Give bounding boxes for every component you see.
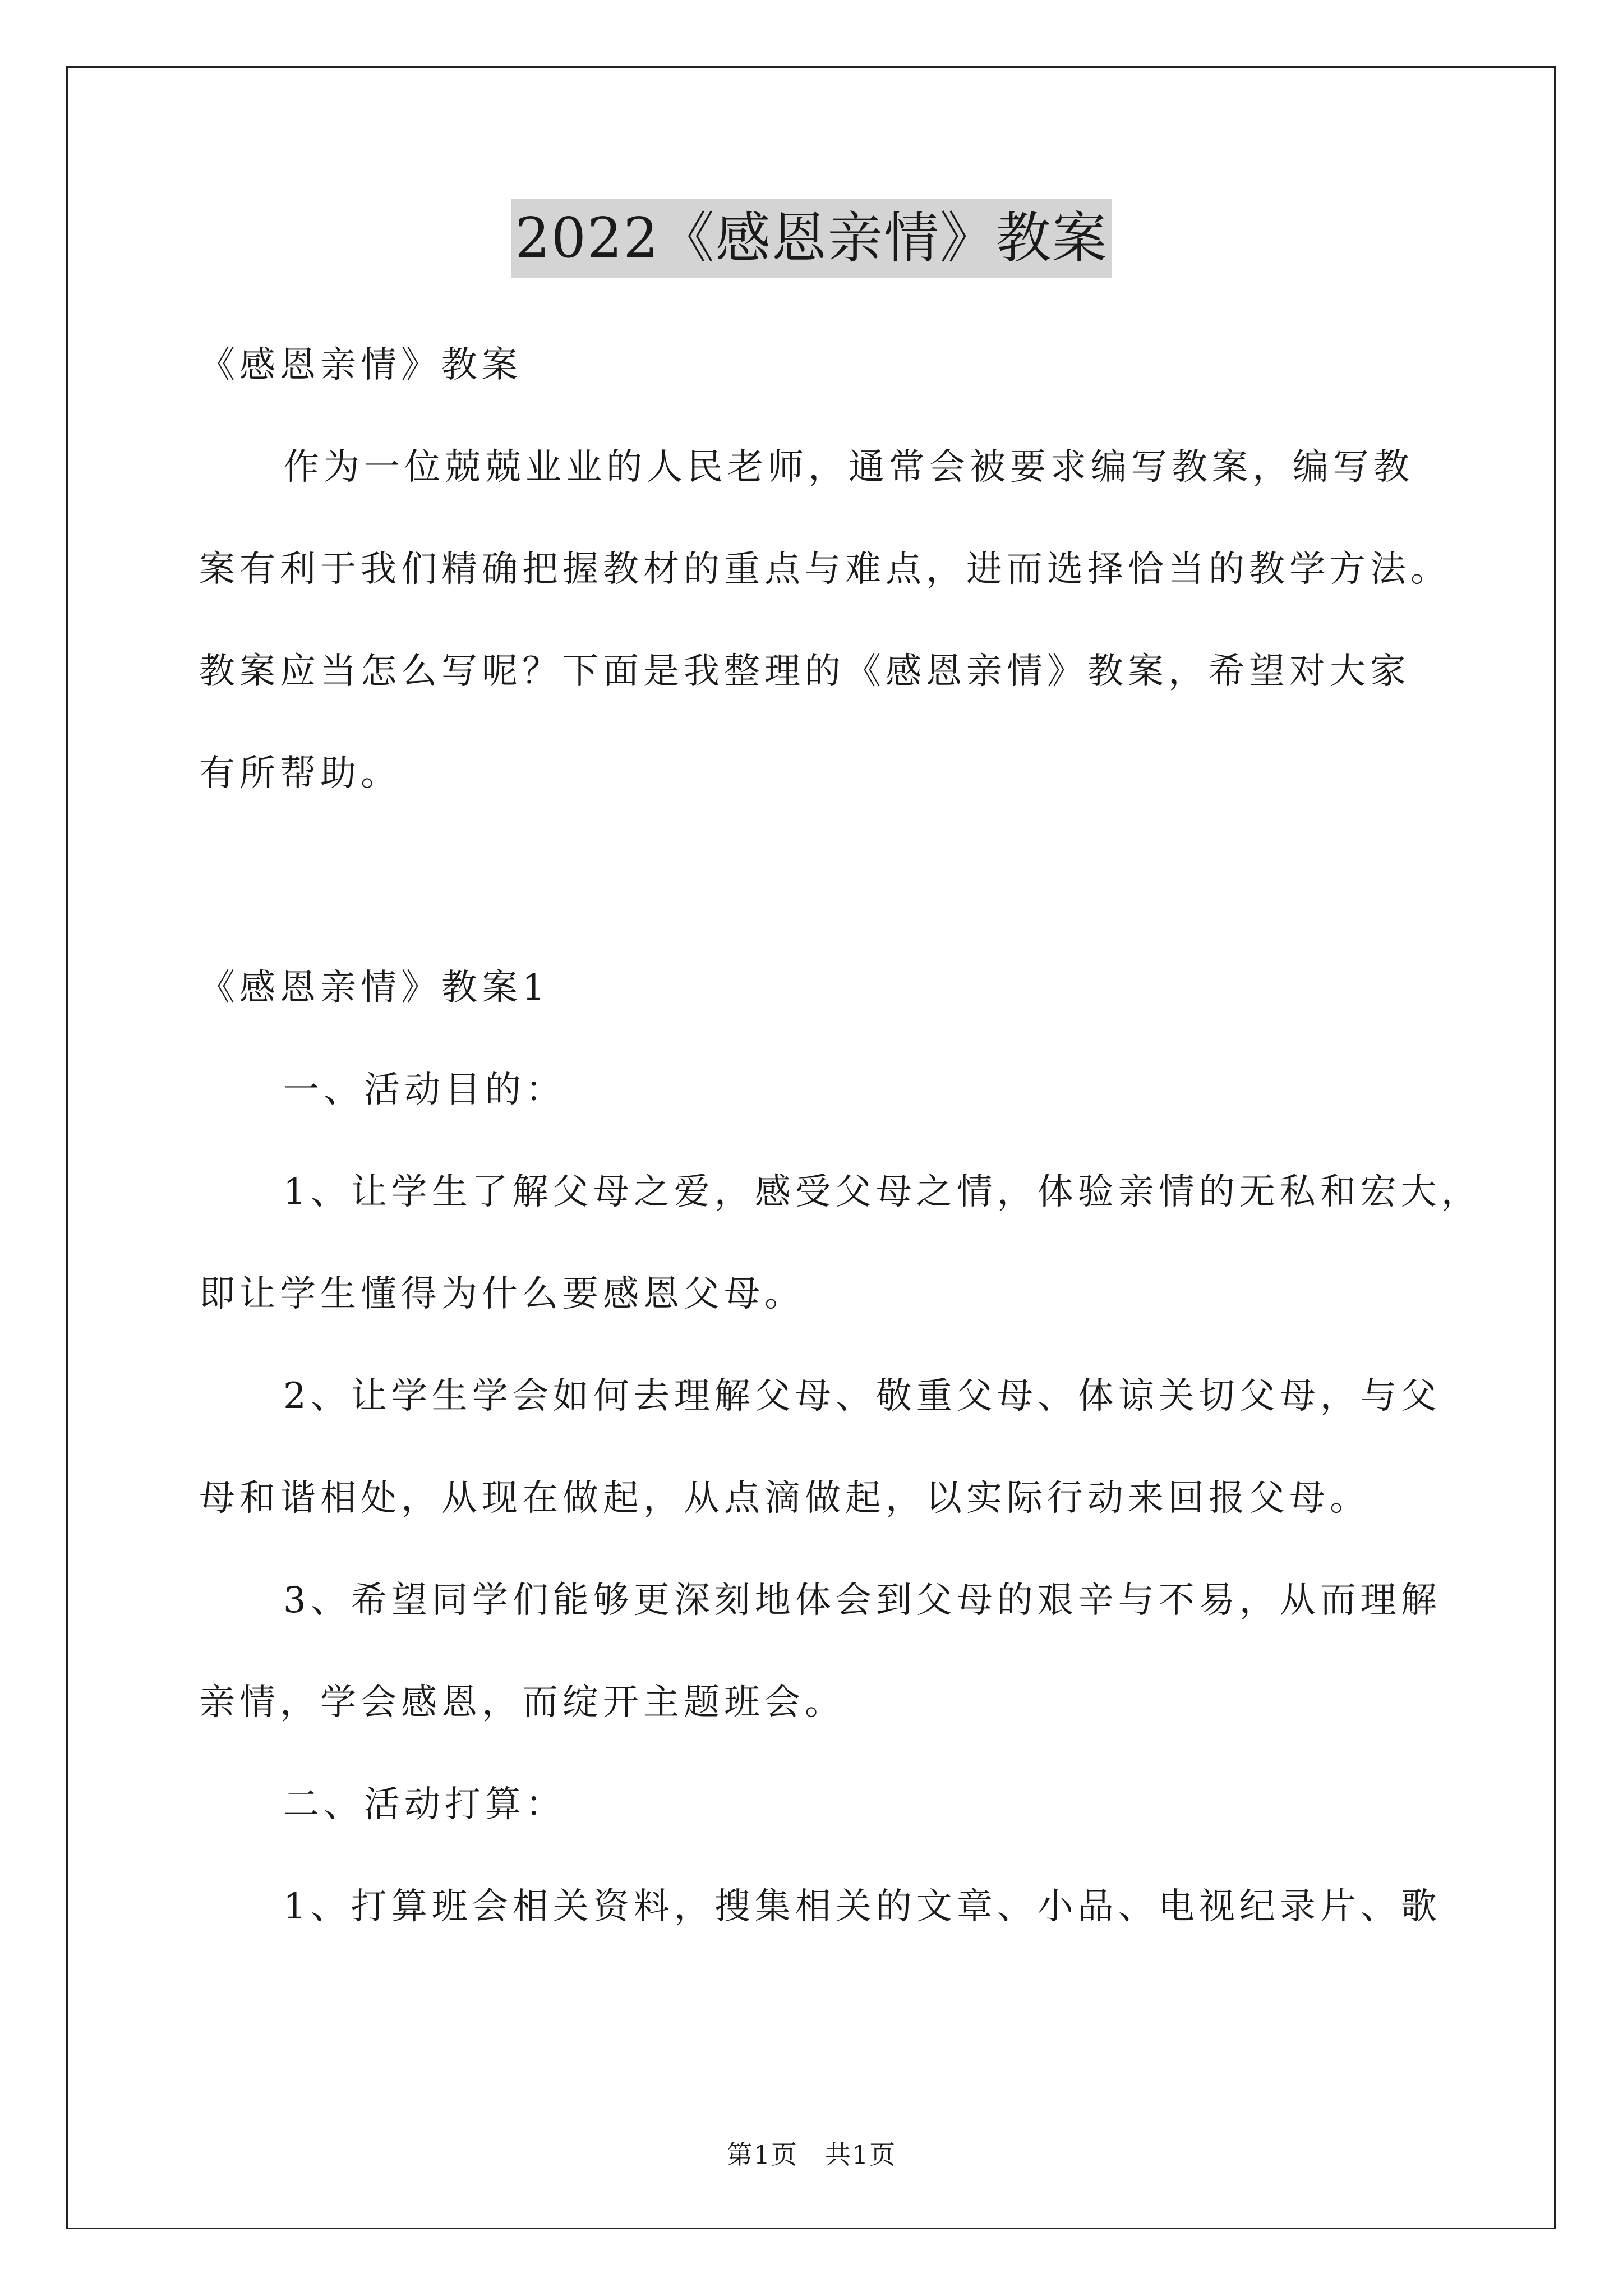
page-footer: 第1页 共1页 (726, 2139, 897, 2170)
goal-item-1: 1、让学生了解父母之爱，感受父母之情，体验亲情的无私和宏大， (283, 1171, 1482, 1213)
title-wrap (0, 199, 1623, 278)
heading-activity-goals: 一、活动目的： (283, 1069, 566, 1111)
document-subtitle: 《感恩亲情》教案 (199, 344, 522, 386)
plan-item-1: 1、打算班会相关资料，搜集相关的文章、小品、电视纪录片、歌 (283, 1886, 1441, 1927)
goal-item-2: 2、让学生学会如何去理解父母、敬重父母、体谅关切父母，与父 (283, 1375, 1441, 1417)
intro-line: 有所帮助。 (199, 753, 401, 794)
goal-item-3-cont: 亲情，学会感恩，而绽开主题班会。 (199, 1682, 845, 1723)
section-gap (199, 825, 1433, 937)
intro-line: 教案应当怎么写呢？下面是我整理的《感恩亲情》教案，希望对大家 (199, 651, 1410, 692)
document-body (199, 314, 1482, 1958)
section-title: 《感恩亲情》教案1 (199, 967, 550, 1009)
goal-item-3: 3、希望同学们能够更深刻地体会到父母的艰辛与不易，从而理解 (283, 1580, 1441, 1621)
goal-item-2-cont: 母和谐相处，从现在做起，从点滴做起，以实际行动来回报父母。 (199, 1478, 1370, 1519)
intro-line: 案有利于我们精确把握教材的重点与难点，进而选择恰当的教学方法。 (199, 549, 1451, 590)
document-title: 2022《感恩亲情》教案 (511, 199, 1111, 278)
goal-item-1-cont: 即让学生懂得为什么要感恩父母。 (199, 1273, 805, 1315)
heading-activity-plan: 二、活动打算： (283, 1784, 566, 1825)
intro-line: 作为一位兢兢业业的人民老师，通常会被要求编写教案，编写教 (283, 447, 1414, 488)
